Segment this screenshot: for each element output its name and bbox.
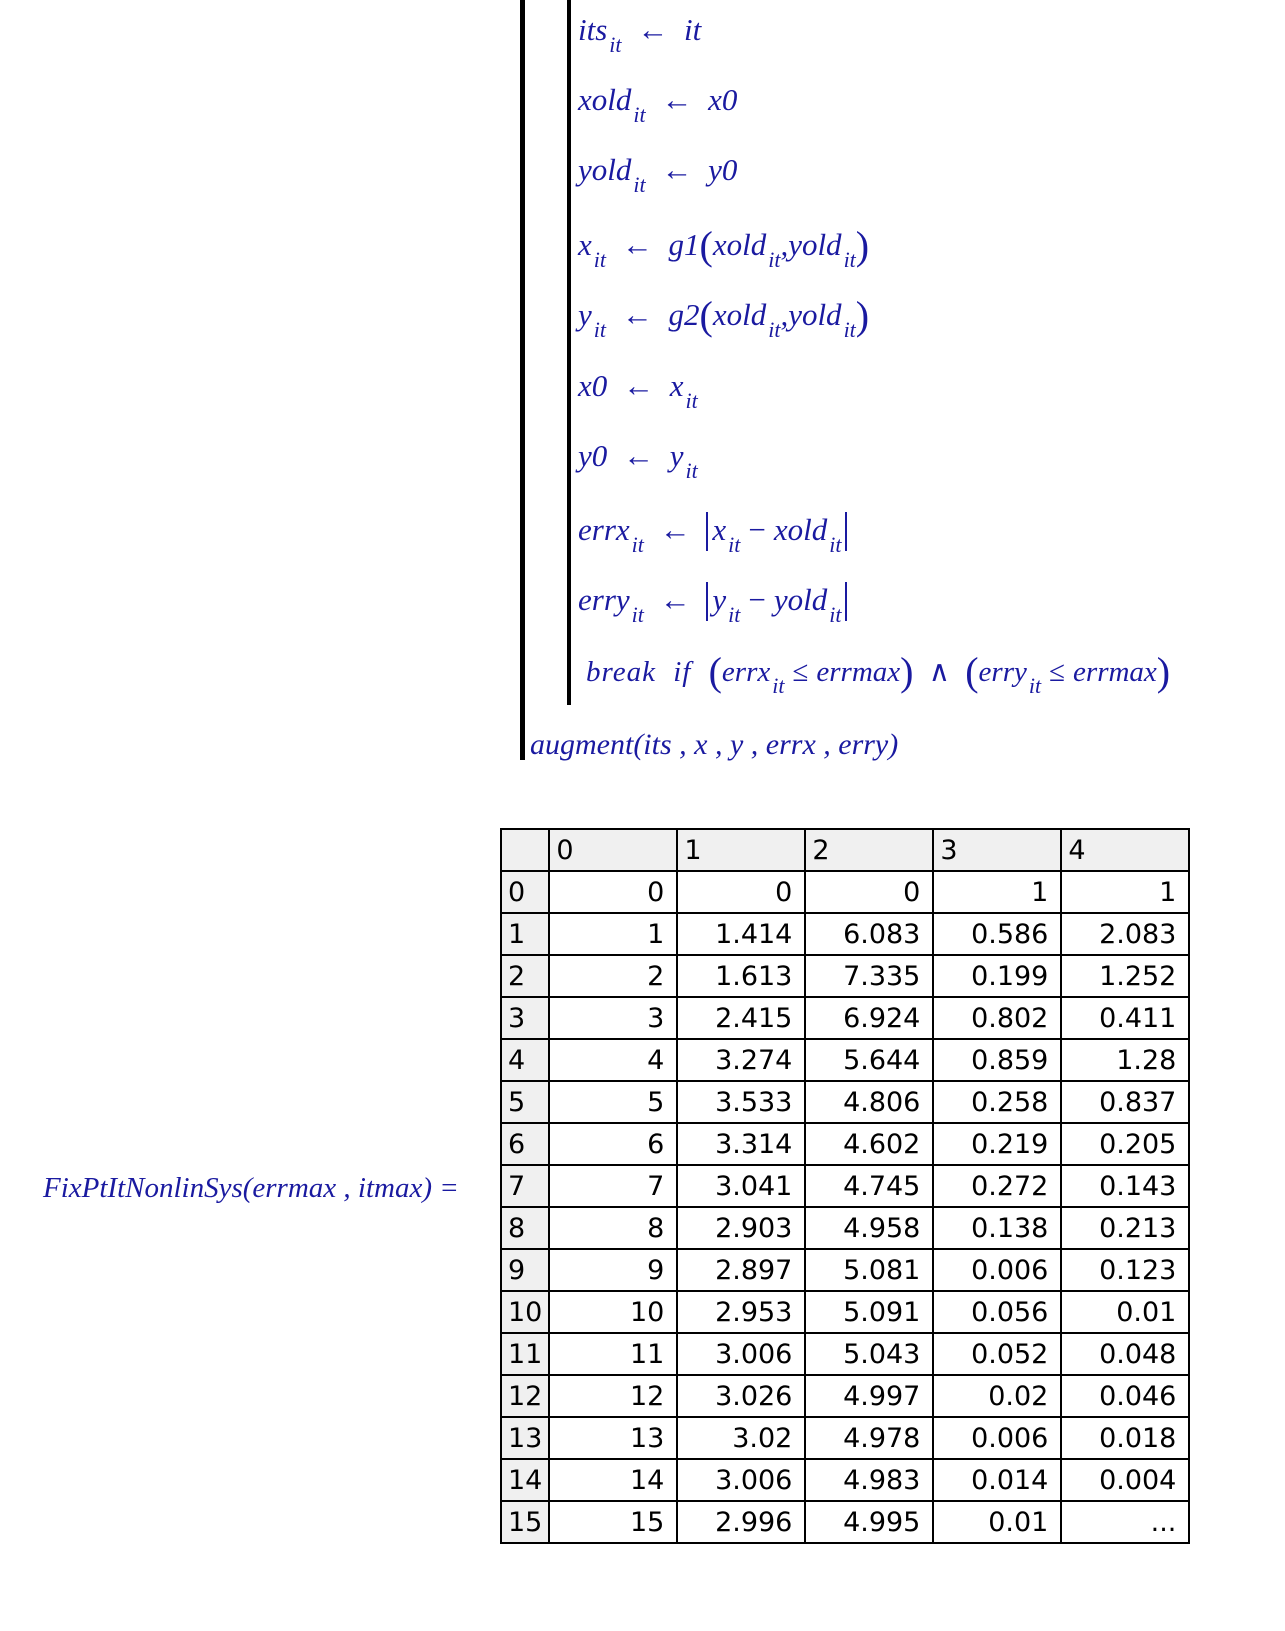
table-row xyxy=(501,1249,1189,1291)
matrix-cell[interactable]: 4.806 xyxy=(805,1081,933,1123)
function-name: g2 xyxy=(668,297,700,332)
close-paren: ) xyxy=(1156,649,1171,694)
matrix-cell[interactable]: 0.006 xyxy=(933,1417,1061,1459)
matrix-cell[interactable]: 4 xyxy=(549,1039,677,1081)
matrix-cell[interactable]: 0.123 xyxy=(1061,1249,1189,1291)
matrix-cell[interactable]: 2.083 xyxy=(1061,913,1189,955)
stmt-lhs-sub: it xyxy=(593,317,606,342)
absolute-value xyxy=(706,582,847,627)
matrix-cell[interactable]: 13 xyxy=(549,1417,677,1459)
column-header: 4 xyxy=(1061,829,1189,871)
minus-sign: − xyxy=(748,512,766,547)
stmt-its[interactable] xyxy=(578,10,702,57)
and-operator: ∧ xyxy=(928,656,950,688)
row-header: 15 xyxy=(501,1501,549,1543)
matrix-cell[interactable]: 3.274 xyxy=(677,1039,805,1081)
matrix-cell[interactable]: 0.02 xyxy=(933,1375,1061,1417)
open-paren: ( xyxy=(708,649,722,694)
stmt-rhs: x xyxy=(669,368,684,403)
stmt-erry[interactable] xyxy=(578,580,847,627)
matrix-cell[interactable]: 4.978 xyxy=(805,1417,933,1459)
assign-arrow: ← xyxy=(623,438,655,473)
matrix-cell[interactable]: 1 xyxy=(1061,871,1189,913)
comma: , xyxy=(780,297,789,332)
stmt-x-update[interactable] xyxy=(578,222,870,272)
result-matrix[interactable] xyxy=(500,828,1190,1544)
minus-sign: − xyxy=(748,582,766,617)
matrix-cell[interactable]: 7 xyxy=(549,1165,677,1207)
matrix-cell[interactable]: 1 xyxy=(933,871,1061,913)
arg-sub: it xyxy=(768,247,781,272)
matrix-cell[interactable]: 2.953 xyxy=(677,1291,805,1333)
result-body xyxy=(501,871,1189,1543)
arg: xold xyxy=(712,227,767,262)
table-row xyxy=(501,997,1189,1039)
matrix-cell[interactable]: 0 xyxy=(805,871,933,913)
row-header: 14 xyxy=(501,1459,549,1501)
matrix-cell[interactable]: 15 xyxy=(549,1501,677,1543)
stmt-lhs-sub: it xyxy=(633,172,646,197)
le-sign: ≤ xyxy=(792,656,809,688)
matrix-cell[interactable]: 3.02 xyxy=(677,1417,805,1459)
matrix-cell[interactable]: 0 xyxy=(677,871,805,913)
matrix-cell[interactable]: 4.958 xyxy=(805,1207,933,1249)
matrix-cell[interactable]: 3.026 xyxy=(677,1375,805,1417)
stmt-lhs-sub: it xyxy=(633,102,646,127)
assign-arrow: ← xyxy=(621,297,653,332)
matrix-cell[interactable]: 0.272 xyxy=(933,1165,1061,1207)
matrix-cell[interactable]: 0.205 xyxy=(1061,1123,1189,1165)
arg-sub: it xyxy=(768,317,781,342)
stmt-rhs: y0 xyxy=(708,152,738,187)
matrix-cell[interactable]: 0.586 xyxy=(933,913,1061,955)
stmt-lhs: erry xyxy=(578,582,630,617)
matrix-cell[interactable]: 4.997 xyxy=(805,1375,933,1417)
matrix-cell[interactable]: 1.613 xyxy=(677,955,805,997)
matrix-cell[interactable]: 5.081 xyxy=(805,1249,933,1291)
open-paren: ( xyxy=(699,293,713,338)
close-paren: ) xyxy=(900,649,914,694)
table-row xyxy=(501,1039,1189,1081)
matrix-cell[interactable]: 0.018 xyxy=(1061,1417,1189,1459)
stmt-lhs: y xyxy=(578,297,592,332)
cond-rhs: errmax xyxy=(1073,656,1157,688)
matrix-cell[interactable]: 0.006 xyxy=(933,1249,1061,1291)
stmt-y-update[interactable] xyxy=(578,292,870,342)
table-row xyxy=(501,1291,1189,1333)
abs-arg-sub: it xyxy=(829,532,842,557)
matrix-cell[interactable]: 6 xyxy=(549,1123,677,1165)
matrix-cell[interactable]: 11 xyxy=(549,1333,677,1375)
program-outer-bar xyxy=(520,0,525,760)
table-row xyxy=(501,1375,1189,1417)
row-header: 7 xyxy=(501,1165,549,1207)
row-header: 3 xyxy=(501,997,549,1039)
function-name: g1 xyxy=(668,227,700,262)
if-keyword: if xyxy=(673,656,692,688)
abs-arg-sub: it xyxy=(728,532,741,557)
stmt-lhs: x0 xyxy=(578,368,608,403)
matrix-cell[interactable]: 0.837 xyxy=(1061,1081,1189,1123)
close-paren: ) xyxy=(855,293,870,338)
matrix-cell[interactable]: 0.052 xyxy=(933,1333,1061,1375)
abs-arg: y xyxy=(712,582,727,617)
cond-rhs: errmax xyxy=(816,656,901,688)
column-header: 2 xyxy=(805,829,933,871)
matrix-cell[interactable]: 0.802 xyxy=(933,997,1061,1039)
matrix-cell[interactable]: 0.046 xyxy=(1061,1375,1189,1417)
stmt-lhs: yold xyxy=(578,152,632,187)
stmt-lhs: errx xyxy=(578,512,630,547)
table-row xyxy=(501,1333,1189,1375)
arg: xold xyxy=(712,297,767,332)
open-paren: ( xyxy=(699,223,713,268)
abs-arg-sub: it xyxy=(728,602,741,627)
assign-arrow: ← xyxy=(661,152,693,187)
matrix-cell[interactable]: 0.258 xyxy=(933,1081,1061,1123)
table-row xyxy=(501,1207,1189,1249)
stmt-rhs-sub: it xyxy=(685,458,698,483)
matrix-cell[interactable]: 0.213 xyxy=(1061,1207,1189,1249)
assign-arrow: ← xyxy=(659,512,691,547)
close-paren: ) xyxy=(855,223,870,268)
corner-cell xyxy=(501,829,549,871)
stmt-lhs: xold xyxy=(578,82,632,117)
row-header: 2 xyxy=(501,955,549,997)
matrix-cell[interactable]: 3 xyxy=(549,997,677,1039)
stmt-lhs: x xyxy=(578,227,592,262)
arg-sub: it xyxy=(843,317,856,342)
assign-arrow: ← xyxy=(621,227,653,262)
row-header: 0 xyxy=(501,871,549,913)
matrix-cell[interactable]: 5 xyxy=(549,1081,677,1123)
loop-body-bar xyxy=(567,0,571,705)
matrix-cell[interactable]: 0.859 xyxy=(933,1039,1061,1081)
row-header: 5 xyxy=(501,1081,549,1123)
abs-arg: xold xyxy=(773,512,828,547)
table-row xyxy=(501,1417,1189,1459)
row-header: 4 xyxy=(501,1039,549,1081)
matrix-cell[interactable]: 2.996 xyxy=(677,1501,805,1543)
stmt-rhs: x0 xyxy=(708,82,738,117)
matrix-cell[interactable]: 12 xyxy=(549,1375,677,1417)
abs-arg: x xyxy=(712,512,727,547)
matrix-cell[interactable]: 1.252 xyxy=(1061,955,1189,997)
table-row xyxy=(501,913,1189,955)
assign-arrow: ← xyxy=(623,368,655,403)
stmt-lhs-sub: it xyxy=(609,32,622,57)
row-header: 12 xyxy=(501,1375,549,1417)
open-paren: ( xyxy=(965,649,979,694)
return-expression[interactable]: augment(its , x , y , errx , erry) xyxy=(530,728,899,761)
matrix-cell[interactable]: 2.897 xyxy=(677,1249,805,1291)
matrix-cell[interactable]: 0.048 xyxy=(1061,1333,1189,1375)
matrix-cell[interactable]: 0.056 xyxy=(933,1291,1061,1333)
stmt-rhs-sub: it xyxy=(685,388,698,413)
matrix-cell[interactable]: 3.006 xyxy=(677,1459,805,1501)
matrix-cell[interactable]: 1.28 xyxy=(1061,1039,1189,1081)
cond-var-sub: it xyxy=(1028,673,1042,698)
result-label[interactable]: FixPtItNonlinSys(errmax , itmax) = xyxy=(43,1172,459,1204)
comma: , xyxy=(780,227,789,262)
arg-sub: it xyxy=(843,247,856,272)
row-header: 10 xyxy=(501,1291,549,1333)
matrix-cell[interactable]: 6.083 xyxy=(805,913,933,955)
matrix-cell[interactable]: 5.644 xyxy=(805,1039,933,1081)
row-header: 1 xyxy=(501,913,549,955)
matrix-cell[interactable]: 0 xyxy=(549,871,677,913)
matrix-cell[interactable]: 4.983 xyxy=(805,1459,933,1501)
absolute-value xyxy=(706,512,847,557)
matrix-cell[interactable]: 8 xyxy=(549,1207,677,1249)
matrix-cell[interactable]: 2.903 xyxy=(677,1207,805,1249)
abs-arg: yold xyxy=(773,582,828,617)
matrix-cell[interactable]: 7.335 xyxy=(805,955,933,997)
row-header: 9 xyxy=(501,1249,549,1291)
table-row xyxy=(501,1123,1189,1165)
column-header: 1 xyxy=(677,829,805,871)
matrix-cell[interactable]: 1 xyxy=(549,913,677,955)
matrix-cell[interactable]: 0.411 xyxy=(1061,997,1189,1039)
le-sign: ≤ xyxy=(1049,656,1066,688)
matrix-cell[interactable]: 0.219 xyxy=(933,1123,1061,1165)
stmt-x0-update[interactable] xyxy=(578,366,698,413)
stmt-lhs-sub: it xyxy=(631,532,644,557)
table-row xyxy=(501,1081,1189,1123)
table-row xyxy=(501,1165,1189,1207)
matrix-cell[interactable]: 4.745 xyxy=(805,1165,933,1207)
matrix-cell[interactable]: 2.415 xyxy=(677,997,805,1039)
stmt-lhs-sub: it xyxy=(631,602,644,627)
assign-arrow: ← xyxy=(659,582,691,617)
stmt-lhs: its xyxy=(578,12,608,47)
arg: yold xyxy=(788,297,842,332)
stmt-break[interactable] xyxy=(586,648,1171,698)
matrix-cell[interactable]: 3.006 xyxy=(677,1333,805,1375)
stmt-errx[interactable] xyxy=(578,510,847,557)
matrix-cell[interactable]: 2 xyxy=(549,955,677,997)
matrix-cell[interactable]: 14 xyxy=(549,1459,677,1501)
matrix-cell[interactable]: 3.314 xyxy=(677,1123,805,1165)
matrix-cell[interactable]: 5.091 xyxy=(805,1291,933,1333)
matrix-cell[interactable]: 3.533 xyxy=(677,1081,805,1123)
assign-arrow: ← xyxy=(661,82,693,117)
row-header: 11 xyxy=(501,1333,549,1375)
column-header: 0 xyxy=(549,829,677,871)
column-header: 3 xyxy=(933,829,1061,871)
table-row xyxy=(501,871,1189,913)
assign-arrow: ← xyxy=(637,12,669,47)
stmt-yold[interactable] xyxy=(578,150,738,197)
matrix-cell[interactable]: ... xyxy=(1061,1501,1189,1543)
stmt-y0-update[interactable] xyxy=(578,436,698,483)
matrix-cell[interactable]: 3.041 xyxy=(677,1165,805,1207)
stmt-rhs: y xyxy=(669,438,684,473)
matrix-cell[interactable]: 6.924 xyxy=(805,997,933,1039)
matrix-cell[interactable]: 0.014 xyxy=(933,1459,1061,1501)
matrix-cell[interactable]: 4.995 xyxy=(805,1501,933,1543)
table-row xyxy=(501,1459,1189,1501)
matrix-cell[interactable]: 0.004 xyxy=(1061,1459,1189,1501)
matrix-cell[interactable]: 0.143 xyxy=(1061,1165,1189,1207)
abs-arg-sub: it xyxy=(829,602,842,627)
table-row xyxy=(501,955,1189,997)
matrix-cell[interactable]: 9 xyxy=(549,1249,677,1291)
stmt-lhs: y0 xyxy=(578,438,608,473)
column-header-row xyxy=(501,829,1189,871)
matrix-cell[interactable]: 0.199 xyxy=(933,955,1061,997)
matrix-cell[interactable]: 4.602 xyxy=(805,1123,933,1165)
matrix-cell[interactable]: 5.043 xyxy=(805,1333,933,1375)
cond-var: erry xyxy=(978,656,1027,688)
matrix-cell[interactable]: 0.138 xyxy=(933,1207,1061,1249)
matrix-cell[interactable]: 10 xyxy=(549,1291,677,1333)
stmt-rhs: it xyxy=(684,12,702,47)
arg: yold xyxy=(788,227,842,262)
row-header: 8 xyxy=(501,1207,549,1249)
cond-var: errx xyxy=(721,656,771,688)
stmt-xold[interactable] xyxy=(578,80,738,127)
break-keyword: break xyxy=(586,656,656,688)
table-row xyxy=(501,1501,1189,1543)
row-header: 13 xyxy=(501,1417,549,1459)
row-header: 6 xyxy=(501,1123,549,1165)
matrix-cell[interactable]: 0.01 xyxy=(1061,1291,1189,1333)
matrix-cell[interactable]: 1.414 xyxy=(677,913,805,955)
cond-var-sub: it xyxy=(772,673,785,698)
stmt-lhs-sub: it xyxy=(593,247,606,272)
matrix-cell[interactable]: 0.01 xyxy=(933,1501,1061,1543)
